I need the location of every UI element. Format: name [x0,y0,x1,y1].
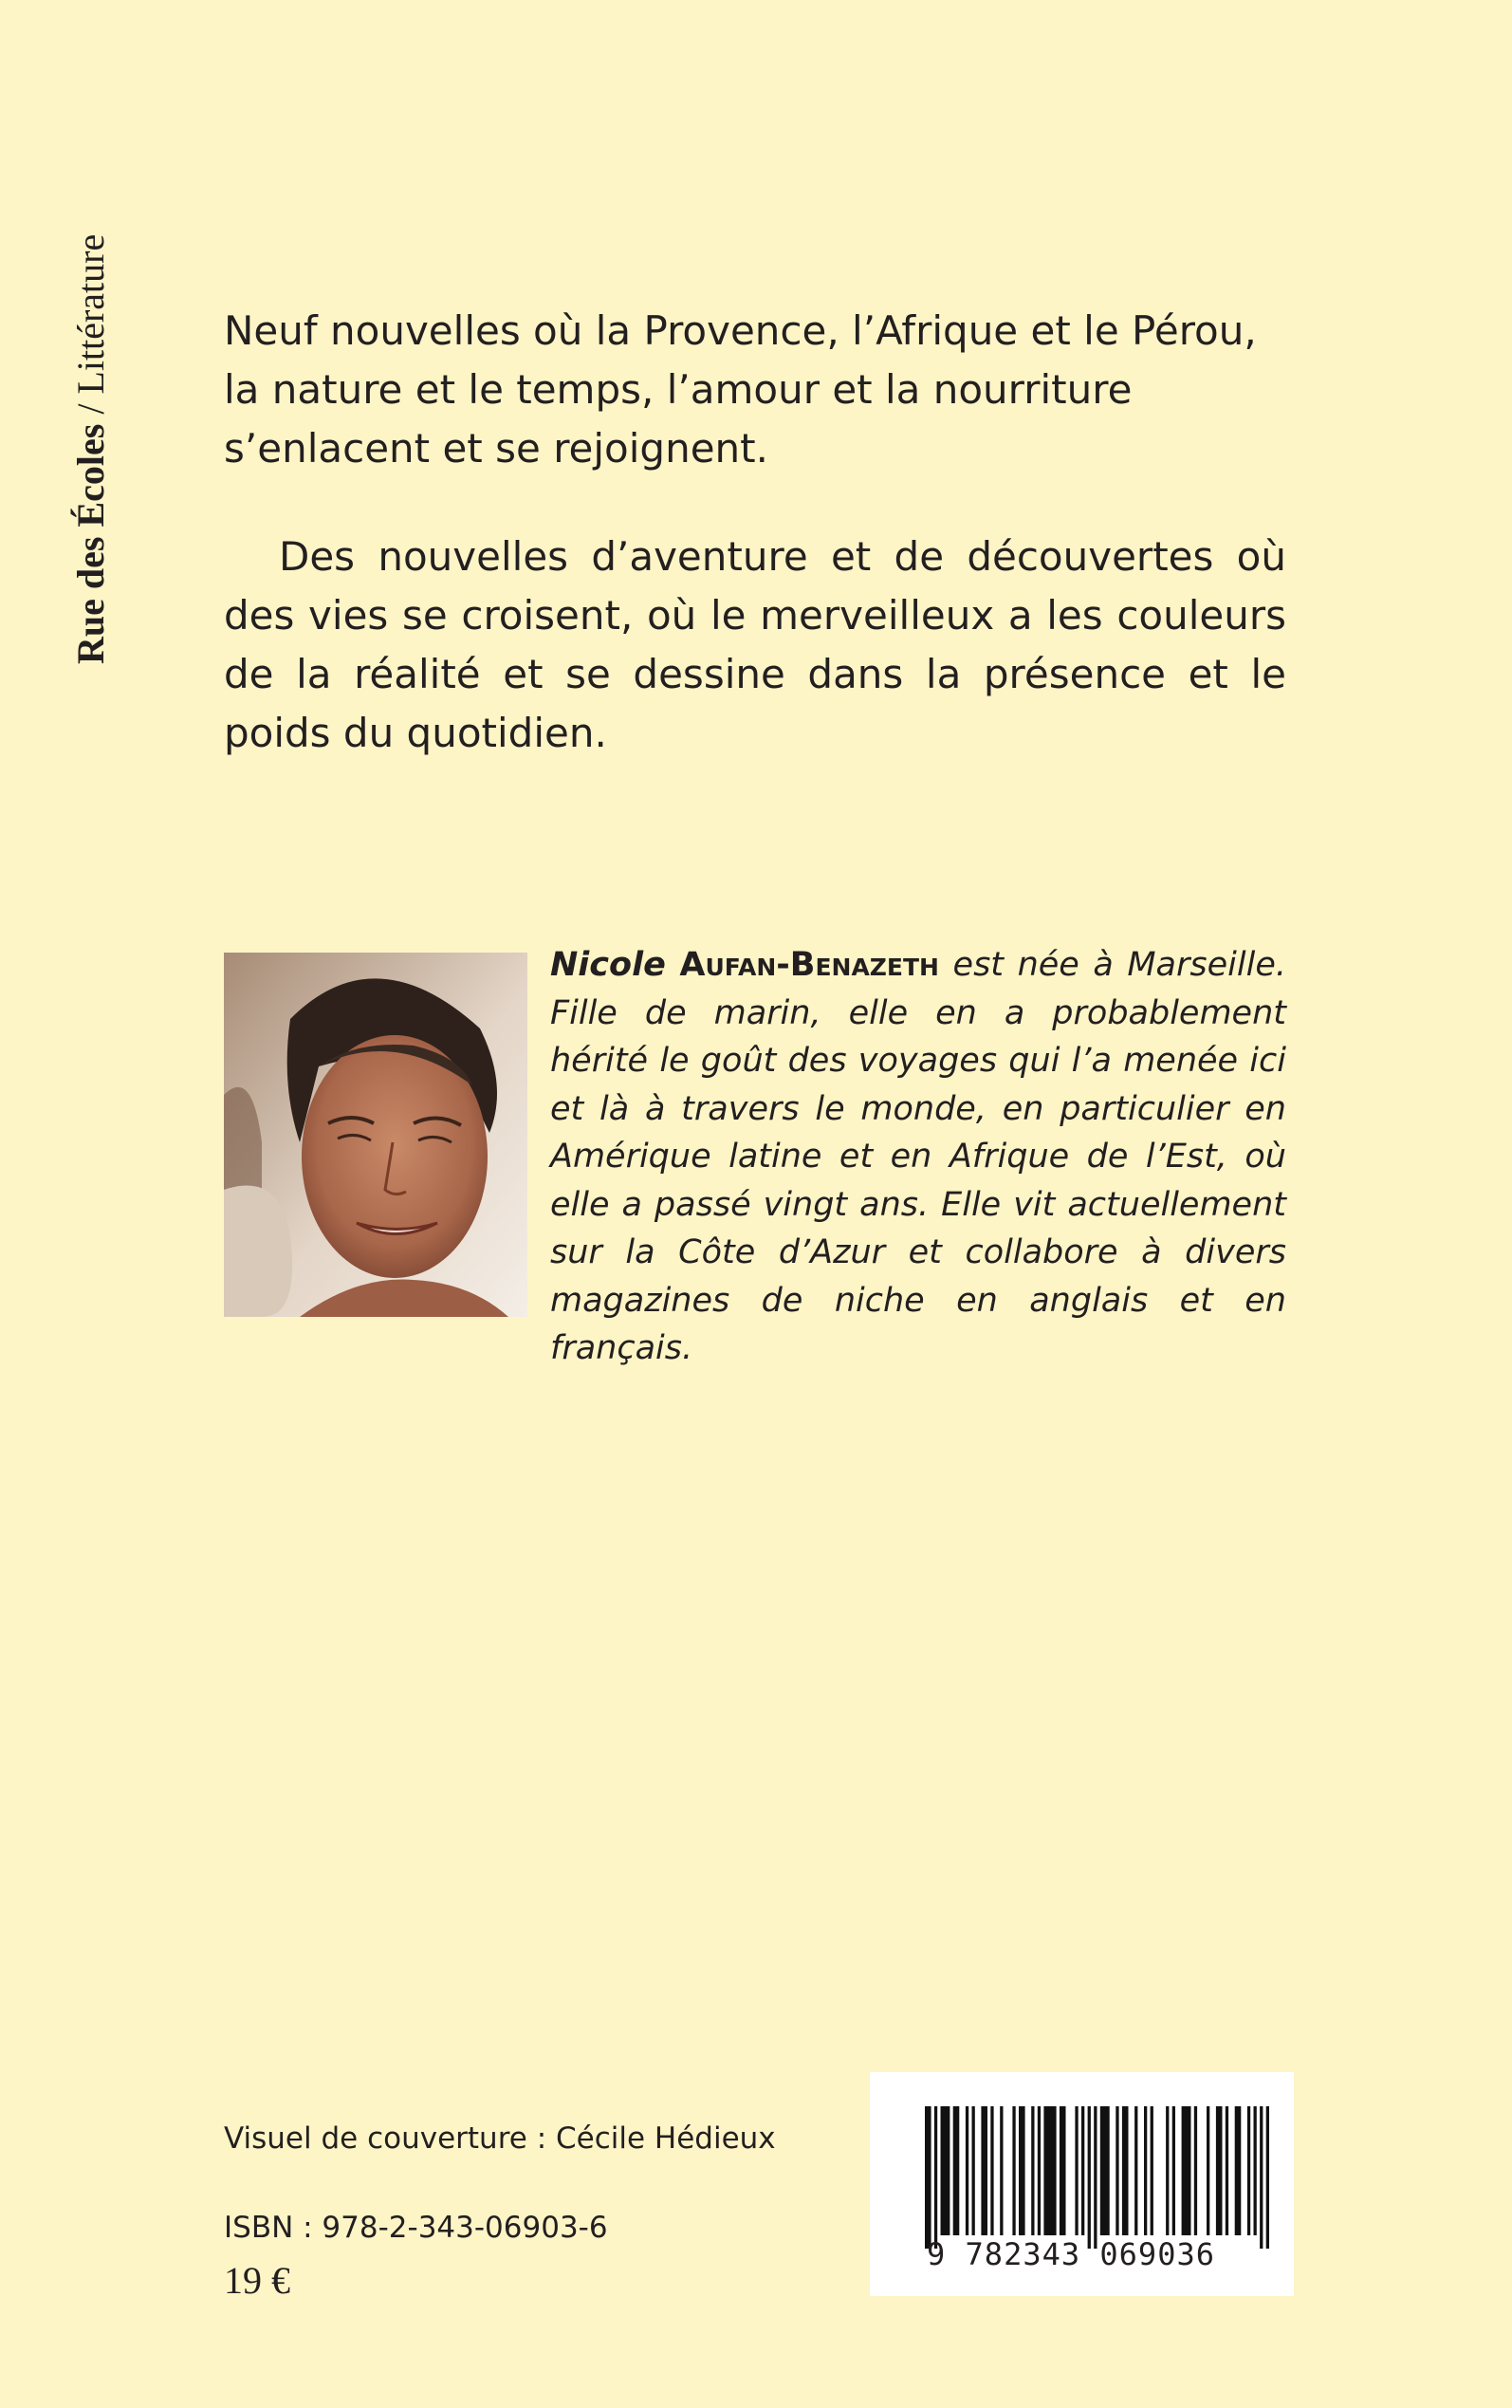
barcode-bar [1038,2106,1041,2235]
barcode-bar [1151,2106,1153,2235]
barcode-bar [1235,2106,1242,2235]
blurb-paragraph-1: Neuf nouvelles où la Provence, l’Afrique et le Pérou, la nature et le temps, l’amour et la nourriture s’enlacent et se rejoignent. [224,307,1257,472]
barcode-bar [1166,2106,1169,2235]
barcode-bar [1012,2106,1015,2235]
barcode-bar [1019,2106,1025,2235]
barcode-bar [1260,2106,1263,2249]
barcode-bar [1088,2106,1091,2249]
author-bio [550,941,1286,1373]
barcode-bar [1075,2106,1078,2235]
barcode-bar [953,2106,960,2235]
barcode-bar [1094,2106,1097,2249]
blurb-paragraph-2: Des nouvelles d’aventure et de découvertes où des vies se croisent, où le merveilleux a les couleurs de la réalité et se dessine dans la présence et le poids du quotidien. [224,533,1286,756]
author-bio-text: est née à Marseille. Fille de marin, elle en a probablement hérité le goût des voyages qui l’a menée ici et là à travers le monde, en particulier en Amérique latine et en Afrique de l’Est, où elle a passé vingt ans. Elle vit actuellement sur la Côte d’Azur et collabore à divers magazines de niche en anglais et en français. [550,946,1286,1367]
barcode [870,2072,1294,2296]
barcode-digits: 9 782343 069036 [927,2236,1215,2272]
barcode-bar [1100,2106,1110,2235]
author-portrait-image [224,953,527,1317]
book-blurb [224,302,1286,763]
barcode-bar [1207,2106,1209,2235]
barcode-bar [1000,2106,1003,2235]
barcode-bar [934,2106,937,2249]
spine-separator: / [69,394,112,424]
barcode-bar [1122,2106,1129,2235]
author-last-name: Aufan-Benazeth [679,946,939,984]
barcode-bar [1247,2106,1250,2235]
barcode-bar [972,2106,975,2235]
barcode-bar [1266,2106,1269,2249]
barcode-bar [925,2106,931,2249]
barcode-bar [1144,2106,1147,2235]
barcode-bar [1172,2106,1175,2235]
barcode-bar [1254,2106,1257,2235]
barcode-bar [1031,2106,1034,2235]
author-first-name: Nicole [550,946,666,984]
barcode-bar [1216,2106,1223,2235]
barcode-bar [1226,2106,1228,2235]
barcode-bar [1134,2106,1137,2235]
barcode-bar [1194,2106,1197,2235]
cover-credit: Visuel de couverture : Cécile Hédieux [224,2121,776,2156]
collection-name: Rue des Écoles [69,423,112,664]
isbn-text: ISBN : 978-2-343-06903-6 [224,2211,608,2245]
barcode-bar [990,2106,993,2235]
barcode-bar [981,2106,987,2235]
barcode-bar [941,2106,950,2235]
barcode-bar [1081,2106,1084,2235]
barcode-bar [1043,2106,1056,2235]
barcode-bar [1060,2106,1066,2235]
barcode-bar [1182,2106,1191,2235]
price: 19 € [224,2259,290,2302]
genre-name: Littérature [69,233,112,395]
barcode-bar [1116,2106,1118,2235]
spine-text [68,234,114,664]
barcode-bar [966,2106,968,2235]
author-photo [224,953,527,1317]
